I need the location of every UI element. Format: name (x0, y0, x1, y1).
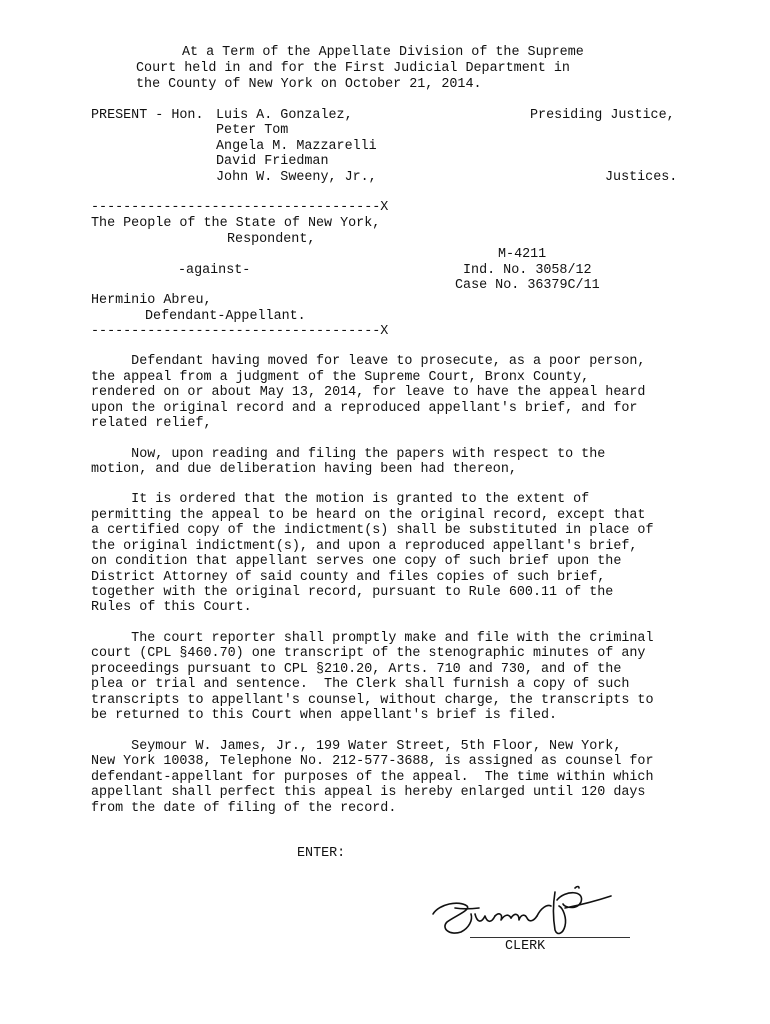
justice-name: David Friedman (216, 154, 329, 169)
caption-rule-top: ------------------------------------X (91, 200, 389, 215)
body-text-line: court (CPL §460.70) one transcript of the stenographic minutes of any (91, 646, 646, 661)
heading-line-2: Court held in and for the First Judicial Department in (136, 61, 570, 76)
body-text-line: Now, upon reading and filing the papers with respect to the (91, 447, 606, 462)
body-text-line: motion, and due deliberation having been had thereon, (91, 462, 517, 477)
body-text-line: proceedings pursuant to CPL §210.20, Arts. 710 and 730, and of the (91, 662, 622, 677)
body-text-line: be returned to this Court when appellant's brief is filed. (91, 708, 558, 723)
presiding-justice-title: Presiding Justice, (530, 108, 675, 123)
heading-line-1: At a Term of the Appellate Division of the Supreme (182, 45, 584, 60)
clerk-signature (425, 878, 625, 940)
presiding-justice-name: Luis A. Gonzalez, (216, 108, 353, 123)
body-text-line: the original indictment(s), and upon a reproduced appellant's brief, (91, 539, 638, 554)
caption-plaintiff-role: Respondent, (227, 232, 316, 247)
body-text-line: Defendant having moved for leave to prosecute, as a poor person, (91, 354, 646, 369)
body-text-line: the appeal from a judgment of the Supreme Court, Bronx County, (91, 370, 590, 385)
case-number: Case No. 36379C/11 (455, 278, 600, 293)
signature-line (470, 937, 630, 938)
enter-label: ENTER: (297, 846, 346, 861)
body-text-line: on condition that appellant serves one copy of such brief upon the (91, 554, 622, 569)
indictment-number: Ind. No. 3058/12 (463, 263, 592, 278)
body-text-line: defendant-appellant for purposes of the appeal. The time within which (91, 770, 654, 785)
body-text-line: Rules of this Court. (91, 600, 252, 615)
body-text-line: plea or trial and sentence. The Clerk shall furnish a copy of such (91, 677, 630, 692)
justices-title: Justices. (605, 170, 678, 185)
present-label: PRESENT - Hon. (91, 108, 204, 123)
justice-name: John W. Sweeny, Jr., (216, 170, 377, 185)
body-text-line: from the date of filing of the record. (91, 801, 397, 816)
heading-line-3: the County of New York on October 21, 2014. (136, 77, 482, 92)
body-text-line: upon the original record and a reproduced appellant's brief, and for (91, 401, 638, 416)
caption-versus: -against- (178, 263, 251, 278)
caption-rule-bottom: ------------------------------------X (91, 324, 389, 339)
caption-defendant-role: Defendant-Appellant. (145, 309, 306, 324)
body-text-line: related relief, (91, 416, 212, 431)
justice-name: Angela M. Mazzarelli (216, 139, 377, 154)
body-text-line: permitting the appeal to be heard on the original record, except that (91, 508, 646, 523)
body-text-line: together with the original record, pursuant to Rule 600.11 of the (91, 585, 614, 600)
body-text-line: The court reporter shall promptly make and file with the criminal (91, 631, 654, 646)
body-text-line: It is ordered that the motion is granted to the extent of (91, 492, 590, 507)
caption-plaintiff: The People of the State of New York, (91, 216, 381, 231)
body-text-line: District Attorney of said county and files copies of such brief, (91, 570, 606, 585)
motion-number: M-4211 (498, 247, 547, 262)
clerk-label: CLERK (505, 939, 546, 954)
body-text-line: a certified copy of the indictment(s) shall be substituted in place of (91, 523, 654, 538)
body-text-line: transcripts to appellant's counsel, without charge, the transcripts to (91, 693, 654, 708)
caption-defendant: Herminio Abreu, (91, 293, 212, 308)
body-text-line: rendered on or about May 13, 2014, for leave to have the appeal heard (91, 385, 646, 400)
justice-name: Peter Tom (216, 123, 289, 138)
body-text-line: New York 10038, Telephone No. 212-577-3688, is assigned as counsel for (91, 754, 654, 769)
body-text-line: Seymour W. James, Jr., 199 Water Street, 5th Floor, New York, (91, 739, 622, 754)
body-text-line: appellant shall perfect this appeal is hereby enlarged until 120 days (91, 785, 646, 800)
